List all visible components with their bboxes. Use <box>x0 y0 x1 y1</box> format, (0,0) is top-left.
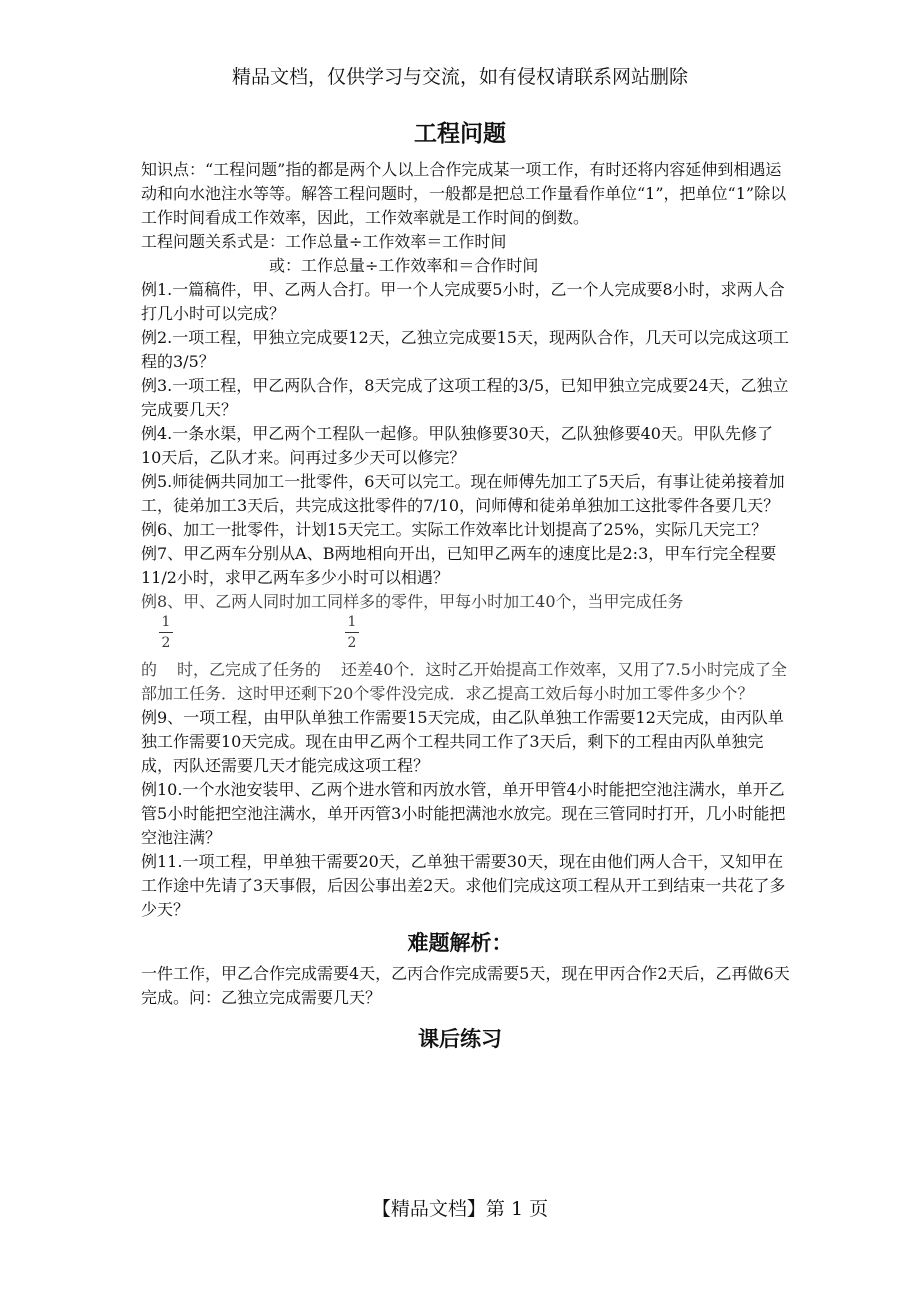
example-6: 例6、加工一批零件，计划15天完工。实际工作效率比计划提高了25%，实际几天完工？ <box>141 520 768 539</box>
intro-paragraph: 知识点：“工程问题”指的都是两个人以上合作完成某一项工作，有时还将内容延伸到相遇运动和向水池注水等等。解答工程问题时，一般都是把总工作量看作单位“1”，把单位“1”除以工作时间看成工作效率，因此，工作效率就是工作时间的倒数。 <box>141 160 787 227</box>
hard-problem: 一件工作，甲乙合作完成需要4天，乙丙合作完成需要5天，现在甲丙合作2天后，乙再做6天完成。问：乙独立完成需要几天？ <box>141 964 790 1007</box>
example-8-text-a: 的 <box>141 660 158 679</box>
example-2: 例2.一项工程，甲独立完成要12天，乙独立完成要15天，现两队合作，几天可以完成这项工程的3/5？ <box>141 328 789 371</box>
example-10: 例10.一个水池安装甲、乙两个进水管和丙放水管，单开甲管4小时能把空池注满水，单开乙管5小时能把空池注满水，单开丙管3小时能把满池水放完。现在三管同时打开，几小时能把空池注满？ <box>141 780 786 847</box>
formula-line-2: 或：工作总量÷工作效率和＝合作时间 <box>269 256 539 275</box>
fraction-numerator: 1 <box>347 614 357 630</box>
fraction-bar <box>159 632 173 633</box>
example-8-line-1: 例8、甲、乙两人同时加工同样多的零件，甲每小时加工40个，当甲完成任务 <box>141 592 684 611</box>
document-body <box>141 158 791 1054</box>
example-4: 例4.一条水渠，甲乙两个工程队一起修。甲队独修要30天，乙队独修要40天。甲队先修了10天后，乙队才来。问再过多少天可以修完？ <box>141 424 773 467</box>
page-title: 工程问题 <box>414 120 506 147</box>
section-hard-problems: 难题解析： <box>407 930 513 955</box>
page-footer: 【精品文档】第 1 页 <box>371 1198 549 1220</box>
example-7: 例7、甲乙两车分别从A、B两地相向开出，已知甲乙两车的速度比是2:3，甲车行完全程要11/2小时，求甲乙两车多少小时可以相遇？ <box>141 544 777 587</box>
formula-line-1: 工程问题关系式是：工作总量÷工作效率＝工作时间 <box>141 232 507 251</box>
fraction-bar <box>345 632 359 633</box>
fraction-half-1 <box>159 614 173 651</box>
example-1: 例1.一篇稿件，甲、乙两人合打。甲一个人完成要5小时，乙一个人完成要8小时，求两人合打几小时可以完成？ <box>141 280 785 323</box>
fraction-denominator: 2 <box>347 635 357 651</box>
example-5: 例5.师徒俩共同加工一批零件，6天可以完工。现在师傅先加工了5天后，有事让徒弟接着加工，徒弟加工3天后，共完成这批零件的7/10，问师傅和徒弟单独加工这批零件各要几天？ <box>141 472 785 515</box>
example-3: 例3.一项工程，甲乙两队合作，8天完成了这项工程的3/5，已知甲独立完成要24天，乙独立完成要几天？ <box>141 376 789 419</box>
fraction-numerator: 1 <box>161 614 171 630</box>
page-header: 精品文档，仅供学习与交流，如有侵权请联系网站删除 <box>231 66 688 88</box>
example-8-text-b: 时，乙完成了任务的 <box>177 660 322 679</box>
section-practice: 课后练习 <box>418 1026 502 1051</box>
example-11: 例11.一项工程，甲单独干需要20天，乙单独干需要30天，现在由他们两人合干，又知甲在工作途中先请了3天事假，后因公事出差2天。求他们完成这项工程从开工到结束一共花了多少天？ <box>141 852 786 919</box>
fraction-denominator: 2 <box>161 635 171 651</box>
fraction-half-2 <box>345 614 359 651</box>
example-9: 例9、一项工程，由甲队单独工作需要15天完成，由乙队单独工作需要12天完成，由丙队单独工作需要10天完成。现在由甲乙两个工程共同工作了3天后，剩下的工程由丙队单独完成，丙队还需要几天才能完成这项工程？ <box>141 708 784 775</box>
example-8-text-c: 还差40个．这时乙开始提高工作效率，又用了7.5小时完成了全部加工任务．这时甲还剩下20个零件没完成．求乙提高工效后每小时加工零件多少个？ <box>141 660 787 703</box>
example-8 <box>141 590 791 706</box>
example-8-continuation <box>141 614 791 706</box>
